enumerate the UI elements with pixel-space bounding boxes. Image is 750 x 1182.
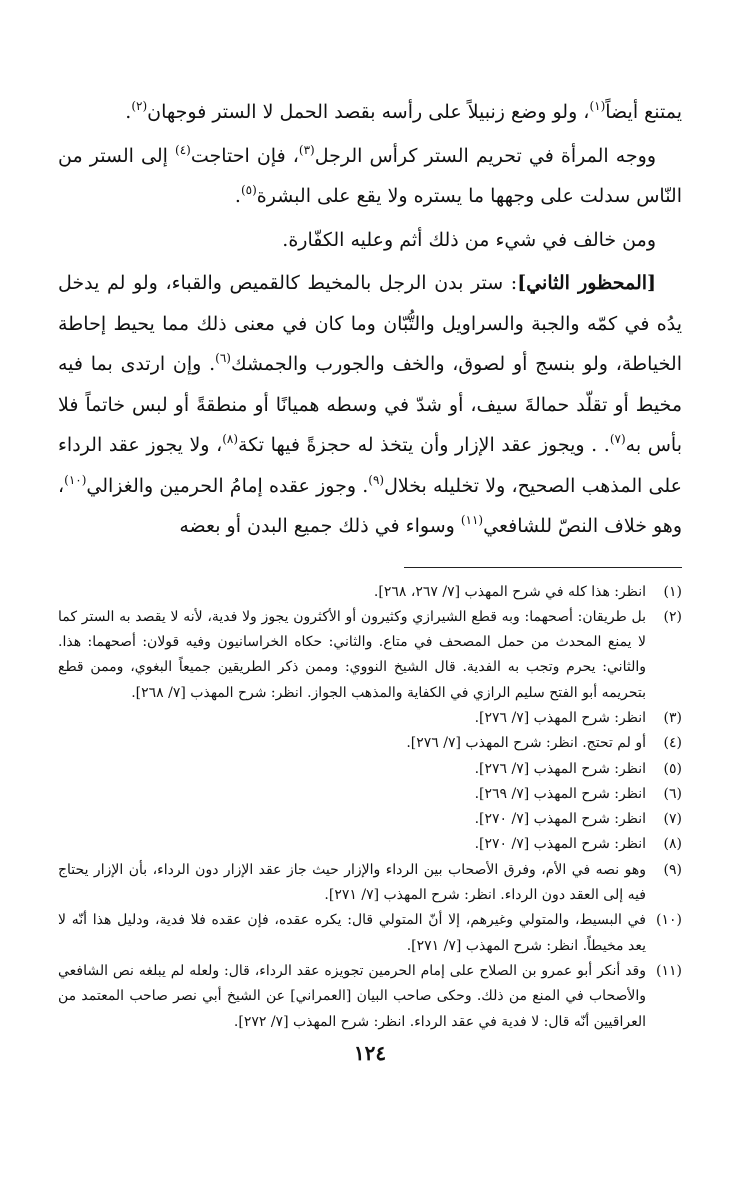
footnote-ref[interactable]: (٤) <box>175 142 191 157</box>
footnote-5 <box>58 757 682 782</box>
footnote-ref[interactable]: (٧) <box>609 432 626 446</box>
footnote-number: (٩) <box>663 861 682 878</box>
footnote-number: (٢) <box>663 608 682 625</box>
footnote-text: وهو نصه في الأم، وفرق الأصحاب بين الرداء والإزار حيث جاز عقد الإزار دون الرداء، بأن الإزار يحتاج فيه إلى العقد دون الرداء. انظر: شرح المهذب [٧/ ٢٧١]. <box>58 861 646 904</box>
footnote-ref[interactable]: (٣) <box>298 142 315 157</box>
footnote-ref[interactable]: (٢) <box>131 99 148 113</box>
text: . . ويجوز عقد الإزار وأن يتخذ له حجزةً فيها تكة <box>238 434 610 456</box>
footnote-number: (٥) <box>663 760 682 777</box>
footnote-text: انظر: هذا كله في شرح المهذب [٧/ ٢٦٧، ٢٦٨]. <box>373 583 646 600</box>
footnote-number: (١١) <box>656 962 682 979</box>
footnote-9 <box>58 858 682 909</box>
footnote-text: أو لم تحتج. انظر: شرح المهذب [٧/ ٢٧٦]. <box>406 735 646 752</box>
footnote-text: انظر: شرح المهذب [٧/ ٢٦٩]. <box>474 785 646 802</box>
footnote-number: (٦) <box>663 785 682 802</box>
page-number: ١٢٤ <box>353 1040 387 1065</box>
footnote-3 <box>58 706 682 731</box>
footnote-10 <box>58 908 682 959</box>
footnote-text: في البسيط، والمتولي وغيرهم، إلا أنّ المتولي قال: يكره عقده، فإن عقده فلا فدية، ودليل هذا أنّه لا يعد مخيطاً. انظر: شرح المهذب [٧/ ٢٧١]. <box>58 912 646 954</box>
footnote-number: (١٠) <box>656 912 682 929</box>
footnote-divider <box>404 567 682 568</box>
footnote-text: انظر: شرح المهذب [٧/ ٢٧٠]. <box>474 836 646 853</box>
footnote-text: بل طريقان: أصحهما: وبه قطع الشيرازي وكثيرون أو الأكثرون يجوز ولا فدية، لأنه لا يقصد به الستر كما لا يمنع المحدث من حمل المصحف في متاع. والثاني: حكاه الخراسانيون وفيه قولان: أصحهما: هذا. والثاني: يحرم وتجب به الفدية. قال الشيخ النووي: وممن ذكر الطريقين جميعاً البغوي، وممن قطع بتحريمه أبو الفتح سليم الرازي في الكفاية والمذهب الجواز. انظر: شرح المهذب [٧/ ٢٦٨]. <box>58 608 646 701</box>
footnote-4 <box>58 731 682 756</box>
text: . وإن ارتدى بما فيه مخيط أو تقلّد حمالةَ سيف، أو شدّ في وسطه هميانًا أو منطقةً أو لبس خاتماً فلا بأس به <box>58 353 682 456</box>
text: . <box>125 101 132 123</box>
footnote-ref[interactable]: (١٠) <box>64 472 87 487</box>
footnote-1 <box>58 580 682 605</box>
text: يمتنع أيضاً <box>605 101 682 123</box>
text: . وجوز عقده إمامُ الحرمين والغزالي <box>86 474 369 497</box>
text: ووجه المرأة في تحريم الستر كرأس الرجل <box>314 144 656 167</box>
footnote-2 <box>58 605 682 706</box>
footnote-number: (٣) <box>663 709 682 726</box>
footnote-ref[interactable]: (٩) <box>368 472 385 487</box>
footnote-number: (١) <box>663 583 682 600</box>
footnote-ref[interactable]: (١) <box>589 99 606 113</box>
footnote-ref[interactable]: (٦) <box>215 351 231 365</box>
footnote-text: انظر: شرح المهذب [٧/ ٢٧٦]. <box>474 760 646 777</box>
text: . <box>234 185 241 207</box>
paragraph-3 <box>58 220 682 261</box>
section-heading: [المحظور الثاني] <box>517 272 657 294</box>
paragraph-4 <box>58 263 682 547</box>
text: ، وهو خلاف النصّ للشافعي <box>58 474 682 537</box>
footnote-number: (٤) <box>663 735 682 752</box>
footnote-text: وقد أنكر أبو عمرو بن الصلاح على إمام الحرمين تجويزه عقد الرداء، قال: ولعله لم يبلغه نص الشافعي والأصحاب في المنع من ذلك. وحكى صاحب البيان [العمراني] عن الشيخ أبي نصر صاحب المعتمد من العراقيين أنّه قال: لا فدية في عقد الرداء. انظر: شرح المهذب [٧/ ٢٧٢]. <box>58 962 646 1030</box>
footnote-ref[interactable]: (٨) <box>222 432 239 446</box>
footnote-number: (٨) <box>663 836 682 853</box>
footnote-11 <box>58 959 682 1035</box>
paragraph-2 <box>58 136 682 217</box>
text: ، فإن احتاجت <box>190 144 299 167</box>
footnote-6 <box>58 782 682 807</box>
footnotes-list <box>58 580 682 1035</box>
footnote-8 <box>58 832 682 857</box>
text: ، ولا يجوز عقد الرداء على المذهب الصحيح، ولا تخليله بخلال <box>58 434 682 497</box>
text: ، ولو وضع زنبيلاً على رأسه بقصد الحمل لا الستر فوجهان <box>147 101 590 123</box>
footnote-ref[interactable]: (٥) <box>240 183 257 197</box>
footnote-number: (٧) <box>663 811 682 828</box>
text: إلى الستر من النّاس سدلت على وجهها ما يستره ولا يقع على البشرة <box>58 144 682 207</box>
footnote-7 <box>58 807 682 832</box>
footnote-text: انظر: شرح المهذب [٧/ ٢٧٦]. <box>474 709 646 726</box>
paragraph-1 <box>58 92 682 133</box>
text: ومن خالف في شيء من ذلك أثم وعليه الكفّارة. <box>282 228 656 251</box>
page <box>58 92 682 1067</box>
footnote-ref[interactable]: (١١) <box>460 513 484 527</box>
text: وسواء في ذلك جميع البدن أو بعضه <box>179 515 461 537</box>
text: : ستر بدن الرجل بالمخيط كالقميص والقباء، ولو لم يدخل يدُه في كمّه والجبة والسراويل والتُّبّان وما كان في معنى ذلك مما يحيط إحاطة الخياطة، ولو بنسج أو لصوق، والخف والجورب والجمشك <box>58 272 683 375</box>
footnote-text: انظر: شرح المهذب [٧/ ٢٧٠]. <box>474 811 646 828</box>
